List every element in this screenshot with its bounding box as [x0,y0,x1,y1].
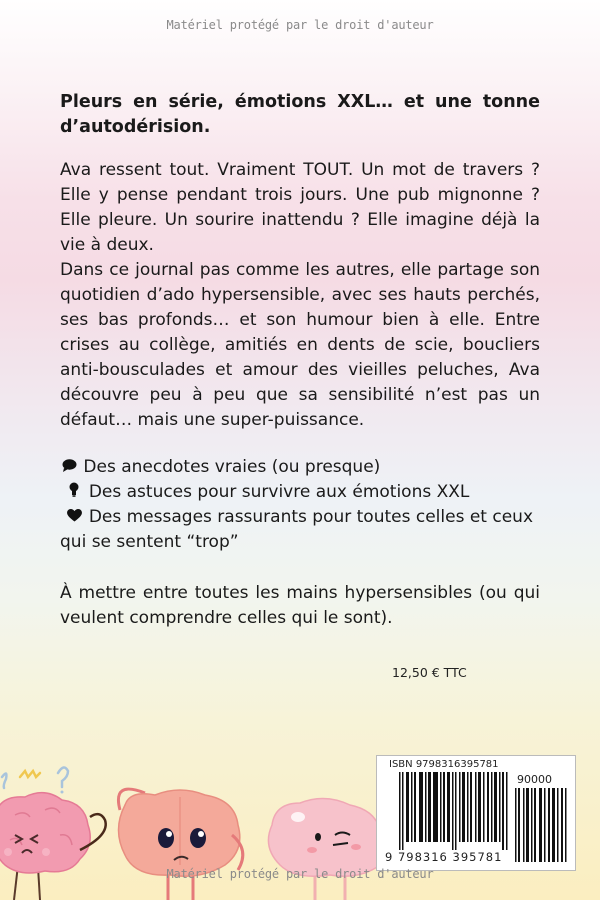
isbn-label: ISBN 9798316395781 [389,759,499,770]
back-cover-text [60,90,540,631]
isbn-barcode [376,755,576,871]
feature-item [60,480,540,505]
copyright-watermark-bottom: Matériel protégé par le droit d'auteur [166,867,434,881]
ean13-barcode-icon [399,772,509,850]
copyright-watermark-top: Matériel protégé par le droit d'auteur [166,18,434,32]
feature-item [60,505,540,555]
feature-item [60,455,540,480]
feature-list [60,455,540,555]
feature-text: Des messages rassurants pour toutes celles et ceux qui se sentent “trop” [60,507,534,552]
headline: Pleurs en série, émotions XXL… et une tonne d’autodérision. [60,92,540,137]
lightbulb-icon [65,480,83,505]
description-paragraph: Dans ce journal pas comme les autres, elle partage son quotidien d’ado hypersensible, avec ses hauts perchés, ses bas profonds… et son humour bien à elle. Entre crises au collège, amitiés en dents de scie, boucliers anti-bousculades et amour des vieilles peluches, Ava découvre peu à peu que sa sensibilité n’est pas un défaut… mais une super-puissance. [60,260,540,430]
stressed-brain-icon [0,793,106,900]
price-label: 12,50 € TTC [392,665,467,680]
heart-icon [65,505,83,530]
feature-text: Des anecdotes vraies (ou presque) [83,457,381,477]
price-addon-code: 90000 [517,773,552,786]
winking-brain-icon [268,798,380,900]
closing-paragraph: À mettre entre toutes les mains hypersensibles (ou qui veulent comprendre celles qui le sont). [60,583,540,628]
feature-text: Des astuces pour survivre aux émotions XXL [88,482,470,502]
confused-brain-icon [118,789,242,900]
intro-paragraph: Ava ressent tout. Vraiment TOUT. Un mot de travers ? Elle y pense pendant trois jours. Une pub mignonne ? Elle pleure. Un sourire inattendu ? Elle imagine déjà la vie à deux. [60,160,540,255]
barcode-digits: 9 798316 395781 [385,850,503,864]
addon-barcode-icon [515,788,567,862]
speech-bubble-icon [60,455,78,480]
confusion-marks-icon [2,767,68,793]
